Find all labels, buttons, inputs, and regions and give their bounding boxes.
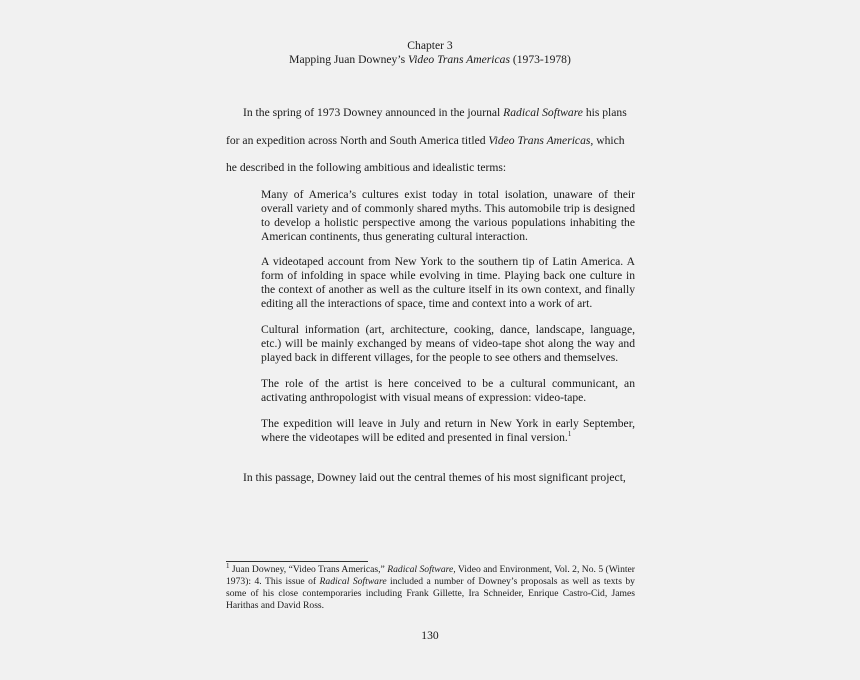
block-quote-paragraph: Many of America’s cultures exist today in total isolation, unaware of their overall variety and of commonly shared myths. This automobile trip is designed to develop a holistic perspective among the various populations inhabiting the American continents, thus generating cultural interaction. bbox=[261, 188, 635, 243]
block-quote-paragraph: The role of the artist is here conceived to be a cultural communicant, an activating anthropologist with visual means of expression: video-tape. bbox=[261, 377, 635, 404]
footnote-italic: Radical Software, bbox=[387, 564, 456, 575]
title-italic: Video Trans Americas bbox=[407, 53, 510, 66]
block-quote-paragraph: A videotaped account from New York to the southern tip of Latin America. A form of infolding in space while evolving in time. Playing back one culture in the context of another as well as the culture itself in its own context, and finally editing all the interactions of space, time and context into a work of art. bbox=[261, 255, 635, 310]
intro-line-2 bbox=[226, 134, 635, 148]
intro-text: which bbox=[593, 134, 625, 147]
footnote-text: included a number of Downey’s proposals as well as texts by some of his close contemporaries including Frank Gillette, Ira Schneider, Enrique Castro-Cid, James Harithas and David Ross. bbox=[226, 576, 635, 611]
chapter-heading: Chapter 3 bbox=[407, 39, 453, 52]
chapter-title bbox=[0, 53, 860, 67]
intro-text: In the spring of 1973 Downey announced in the journal bbox=[243, 106, 504, 119]
footnote-reference: 1 bbox=[567, 430, 572, 439]
block-quote-paragraph: Cultural information (art, architecture, cooking, dance, landscape, language, etc.) will be mainly exchanged by means of video-tape shot along the way and played back in different villages, for the people to see others and themselves. bbox=[261, 323, 635, 364]
closing-line: In this passage, Downey laid out the central themes of his most significant project, bbox=[243, 471, 626, 484]
intro-line-3: he described in the following ambitious and idealistic terms: bbox=[226, 161, 507, 174]
footnote bbox=[226, 561, 635, 612]
footnote-italic: Radical Software bbox=[319, 576, 387, 587]
page-number: 130 bbox=[421, 629, 439, 642]
footnote-separator bbox=[226, 561, 368, 562]
block-quote-paragraph bbox=[261, 417, 635, 445]
journal-title: Radical Software bbox=[503, 106, 583, 119]
quote-text: The expedition will leave in July and return in New York in early September, where the videotapes will be edited and presented in final version. bbox=[261, 417, 635, 444]
footnote-text: Video and Environment, Vol. 2, No. 5 (Winter 1973): 4. This issue of bbox=[226, 564, 635, 587]
project-title: Video Trans Americas, bbox=[488, 134, 594, 147]
intro-text: his plans bbox=[582, 106, 627, 119]
title-prefix: Mapping Juan Downey’s bbox=[289, 53, 408, 66]
intro-line-1 bbox=[226, 106, 635, 120]
title-suffix: (1973-1978) bbox=[509, 53, 571, 66]
footnote-mark: 1 bbox=[226, 561, 230, 570]
footnote-text: Juan Downey, “Video Trans Americas,” bbox=[229, 564, 388, 575]
intro-text: for an expedition across North and South America titled bbox=[226, 134, 489, 147]
